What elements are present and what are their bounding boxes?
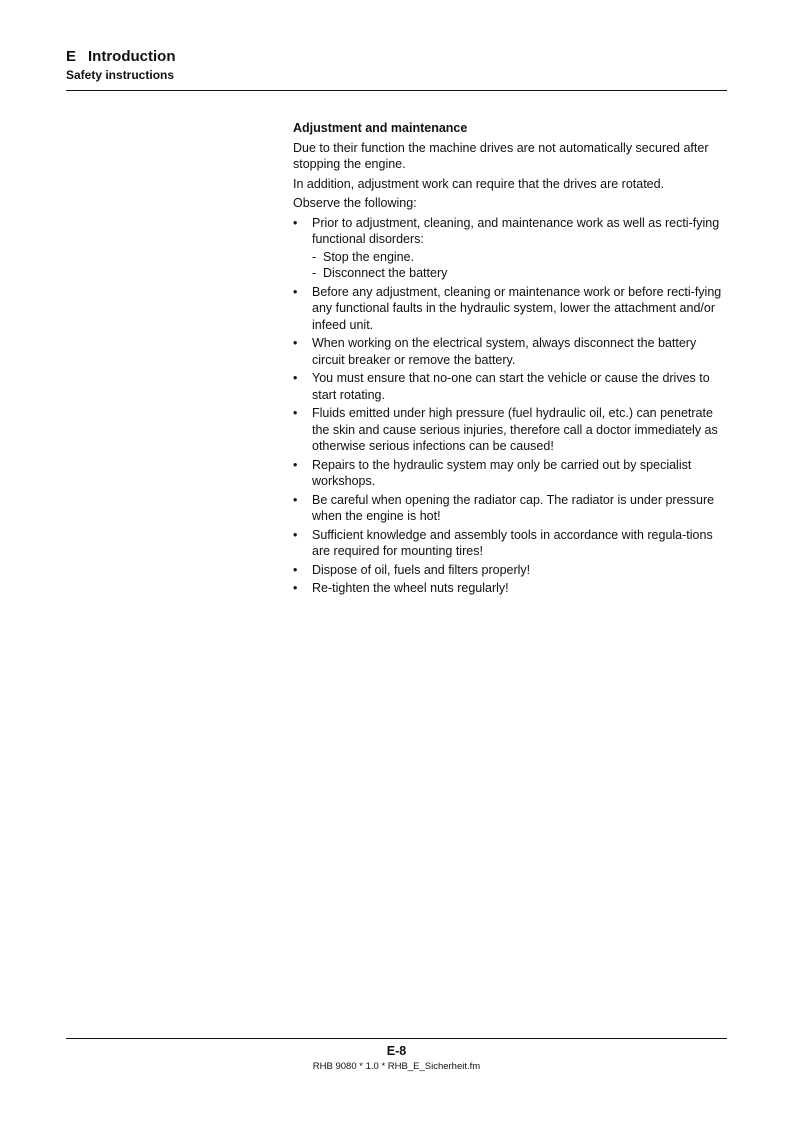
list-item-text: Re-tighten the wheel nuts regularly!: [312, 581, 509, 595]
list-item-text: When working on the electrical system, always disconnect the battery circuit breaker or remove the battery.: [312, 336, 697, 367]
list-item-text: Prior to adjustment, cleaning, and maintenance work as well as recti-fying functional disorders:: [312, 215, 720, 246]
document-reference: RHB 9080 * 1.0 * RHB_E_Sicherheit.fm: [312, 1061, 481, 1072]
main-content: [293, 120, 725, 599]
list-item: [293, 335, 725, 368]
list-item: [293, 457, 725, 490]
bullet-icon: •: [293, 406, 298, 420]
paragraph: In addition, adjustment work can require that the drives are rotated.: [293, 176, 665, 191]
chapter-title-text: Introduction: [88, 48, 176, 65]
sub-list-item-text: Disconnect the battery: [323, 266, 448, 280]
list-item: [293, 527, 725, 560]
dash-icon: -: [312, 249, 317, 264]
safety-list: [293, 215, 725, 597]
page-header: [66, 47, 727, 83]
paragraph: Due to their function the machine drives are not automatically secured after stopping the engine.: [293, 140, 709, 171]
content-heading: Adjustment and maintenance: [293, 121, 468, 135]
bullet-icon: •: [293, 371, 298, 385]
list-item: [293, 492, 725, 525]
list-item-text: Fluids emitted under high pressure (fuel hydraulic oil, etc.) can penetrate the skin and cause serious injuries, therefore call a doctor immediately as otherwise serious infections can be caused!: [312, 406, 718, 453]
list-item-text: Repairs to the hydraulic system may only be carried out by specialist workshops.: [312, 457, 692, 488]
list-item: [293, 284, 725, 334]
list-item-text: Before any adjustment, cleaning or maintenance work or before recti-fying any functional faults in the hydraulic system, lower the attachment and/or infeed unit.: [312, 284, 722, 332]
list-item: [293, 562, 725, 579]
section-title: Safety instructions: [66, 68, 175, 82]
list-item: [293, 580, 725, 597]
list-item-text: Be careful when opening the radiator cap. The radiator is under pressure when the engine is hot!: [312, 492, 715, 523]
list-item: [293, 405, 725, 455]
list-item: [293, 215, 725, 282]
sub-list-item: [312, 249, 725, 266]
bullet-icon: •: [293, 562, 298, 577]
list-item: [293, 370, 725, 403]
bullet-icon: •: [293, 215, 298, 230]
chapter-title: [66, 47, 727, 67]
chapter-letter: E: [66, 48, 77, 65]
list-item-text: You must ensure that no-one can start the vehicle or cause the drives to start rotating.: [312, 371, 710, 402]
bullet-icon: •: [293, 492, 298, 507]
dash-icon: -: [312, 266, 317, 280]
sub-list-item-text: Stop the engine.: [323, 249, 415, 264]
page-number: E-8: [386, 1044, 407, 1058]
paragraph: Observe the following:: [293, 196, 417, 210]
footer-divider: [66, 1038, 727, 1039]
bullet-icon: •: [293, 527, 298, 542]
sub-list: [312, 249, 725, 282]
bullet-icon: •: [293, 336, 298, 350]
bullet-icon: •: [293, 284, 298, 299]
sub-list-item: [312, 265, 725, 282]
bullet-icon: •: [293, 457, 298, 472]
header-divider: [66, 90, 727, 91]
list-item-text: Dispose of oil, fuels and filters properly!: [312, 562, 531, 577]
list-item-text: Sufficient knowledge and assembly tools in accordance with regula-tions are required for mounting tires!: [312, 527, 713, 558]
bullet-icon: •: [293, 581, 298, 595]
